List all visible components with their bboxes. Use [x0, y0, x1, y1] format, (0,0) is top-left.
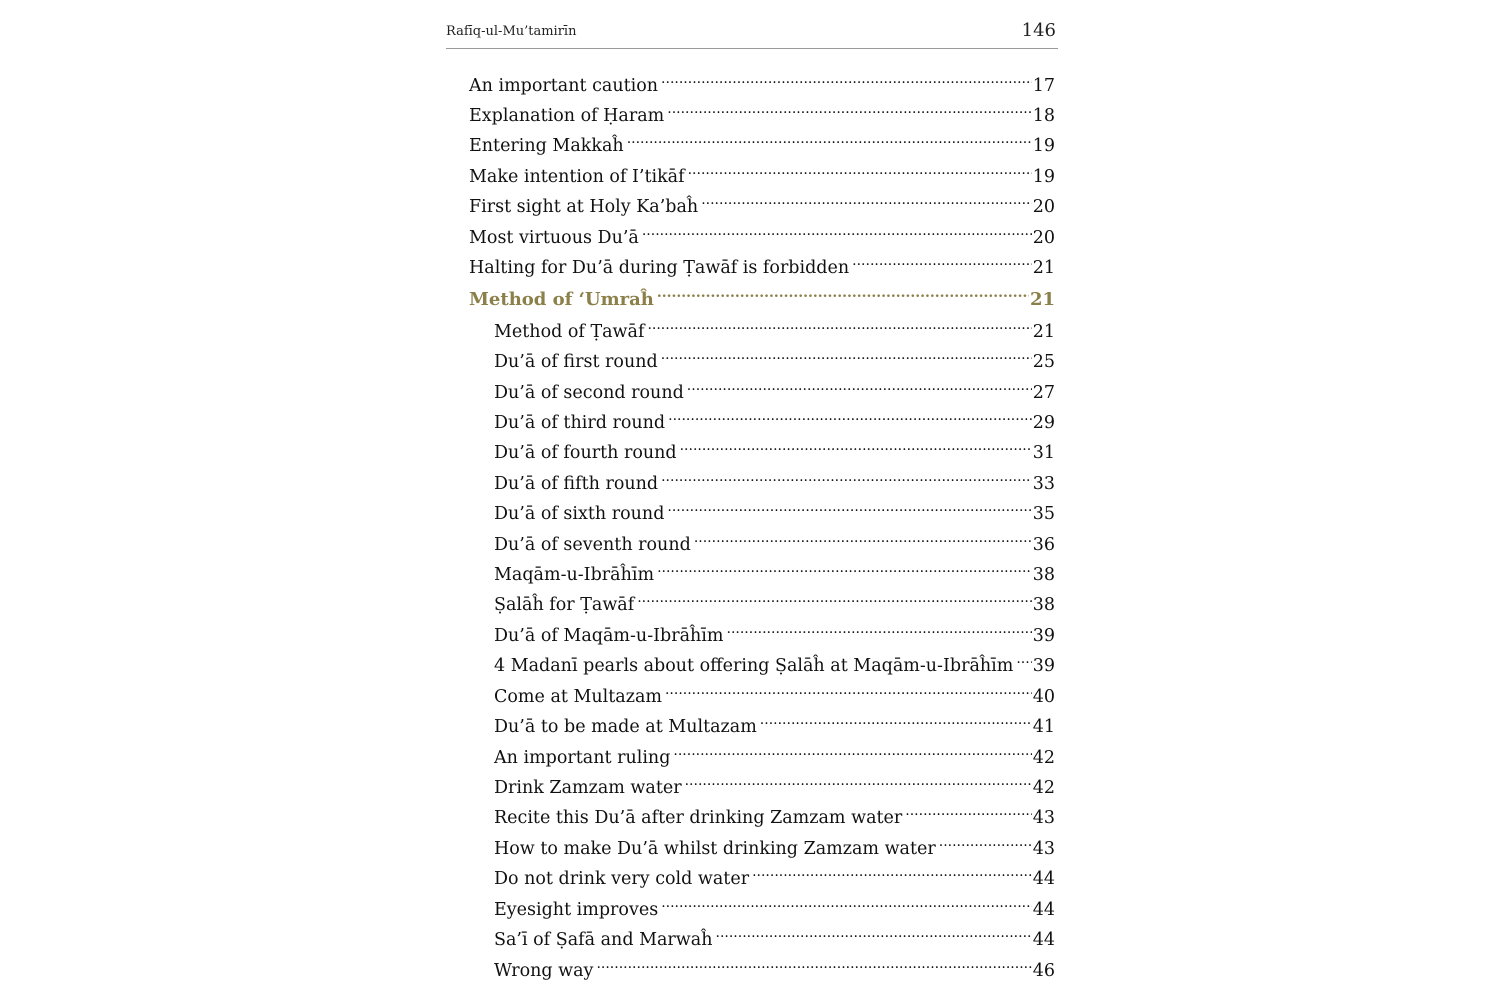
toc-entry: Halting for Du’ā during Ṭawāf is forbidden ..... 21 [469, 249, 1055, 273]
toc-entry: First sight at Holy Ka’baĥ ..... 20 [469, 188, 1055, 212]
toc-subentry: Du’ā of fourth round ..... 31 [494, 434, 1055, 458]
page-header [446, 18, 1058, 49]
toc-subentry: Du’ā of sixth round ..... 35 [494, 495, 1055, 519]
toc-subentry: Du’ā of Maqām-u-Ibrāĥīm ..... 39 [494, 617, 1055, 641]
toc-subentry: Maqām-u-Ibrāĥīm ..... 38 [494, 556, 1055, 580]
toc-subentry: 4 Madanī pearls about offering Ṣalāĥ at Maqām-u-Ibrāĥīm ..... 39 [494, 647, 1055, 671]
toc-entry: An important caution ..... 17 [469, 67, 1055, 91]
toc-subentry: Sa’ī of Ṣafā and Marwaĥ ..... 44 [494, 921, 1055, 945]
running-title: Rafīq-ul-Mu’tamirīn [446, 24, 577, 39]
toc-subentry: Du’ā to be made at Multazam ..... 41 [494, 708, 1055, 732]
toc-subentry: Du’ā of second round ..... 27 [494, 374, 1055, 398]
toc-subentry: Eyesight improves ..... 44 [494, 891, 1055, 915]
toc-subentry: Recite this Du’ā after drinking Zamzam water ..... 43 [494, 799, 1055, 823]
page-number: 146 [1021, 20, 1056, 41]
toc-subentry: Do not drink very cold water ..... 44 [494, 860, 1055, 884]
toc-subentry: An important ruling ..... 42 [494, 739, 1055, 763]
toc-entry: Most virtuous Du’ā ..... 20 [469, 219, 1055, 243]
book-page [446, 0, 1058, 1000]
toc-subentry: Ṣalāĥ for Ṭawāf ..... 38 [494, 586, 1055, 610]
toc-entry: Make intention of I’tikāf ..... 19 [469, 158, 1055, 182]
toc-section-heading: Method of ‘Umraĥ ..... 21 [469, 281, 1055, 305]
toc-subentry: How to make Du’ā whilst drinking Zamzam water ..... 43 [494, 830, 1055, 854]
toc-subentry: Du’ā of seventh round ..... 36 [494, 526, 1055, 550]
toc-subentry: Drink Zamzam water ..... 42 [494, 769, 1055, 793]
toc-subentry: Wrong way ..... 46 [494, 952, 1055, 976]
toc-subentry: Method of Ṭawāf ..... 21 [494, 313, 1055, 337]
toc-entry: Entering Makkaĥ ..... 19 [469, 127, 1055, 151]
toc-subentry: Du’ā of fifth round ..... 33 [494, 465, 1055, 489]
toc-subentry: Du’ā of third round ..... 29 [494, 404, 1055, 428]
toc-subentry: Come at Multazam ..... 40 [494, 678, 1055, 702]
toc-subentry: Du’ā of first round ..... 25 [494, 343, 1055, 367]
toc-entry: Explanation of Ḥaram ..... 18 [469, 97, 1055, 121]
